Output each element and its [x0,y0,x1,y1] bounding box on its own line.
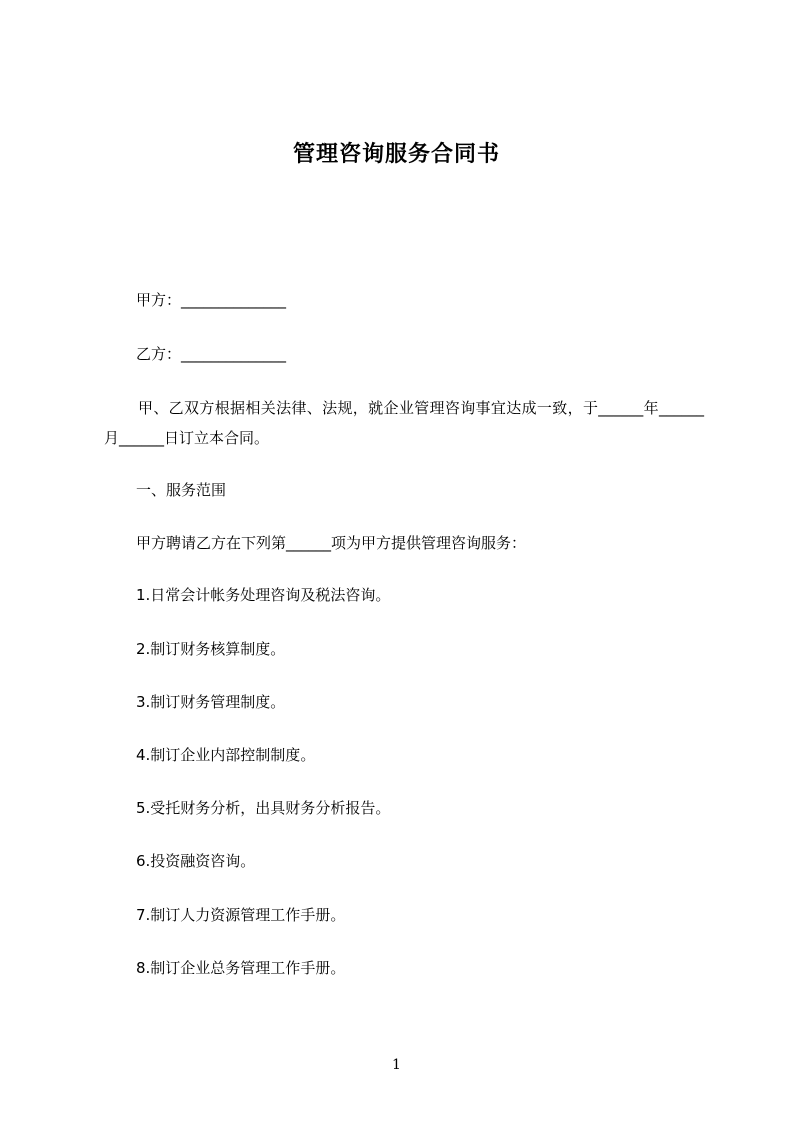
list-item: 1.日常会计帐务处理咨询及税法咨询。 [136,586,391,604]
service-intro: 甲方聘请乙方在下列第______项为甲方提供管理咨询服务： [136,534,527,552]
list-item: 7.制订人力资源管理工作手册。 [136,906,346,924]
party-a-line: 甲方：______________ [136,291,287,309]
list-item: 5.受托财务分析，出具财务分析报告。 [136,799,391,817]
party-b-line: 乙方：______________ [136,345,287,363]
list-item: 4.制订企业内部控制制度。 [136,746,316,764]
section-heading-service-scope: 一、服务范围 [136,481,227,499]
list-item: 6.投资融资咨询。 [136,852,256,870]
preamble-paragraph: 甲、乙双方根据相关法律、法规，就企业管理咨询事宜达成一致，于______年______月______日订立本合同。 [104,399,704,447]
list-item: 8.制订企业总务管理工作手册。 [136,959,346,977]
page-number: 1 [392,1057,401,1073]
list-item: 3.制订财务管理制度。 [136,693,286,711]
list-item: 2.制订财务核算制度。 [136,640,286,658]
document-title: 管理咨询服务合同书 [292,142,500,167]
